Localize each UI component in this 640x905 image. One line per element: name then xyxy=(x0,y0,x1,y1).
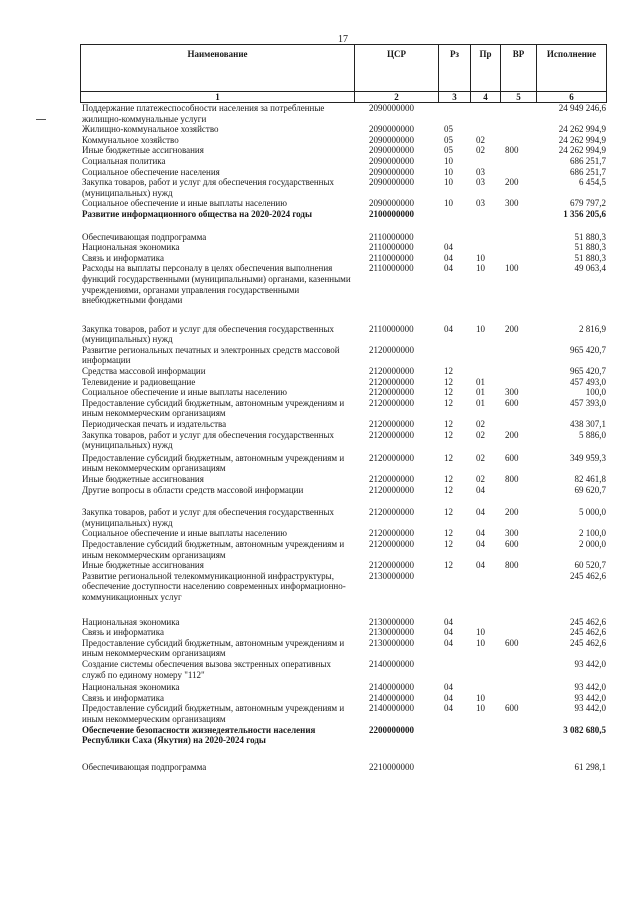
row-name: Обеспечивающая подпрограмма xyxy=(82,761,207,772)
row-rz: 04 xyxy=(444,703,453,714)
row-rz: 04 xyxy=(444,627,453,638)
row-vr: 600 xyxy=(505,637,519,648)
row-csr: 2120000000 xyxy=(369,419,414,430)
table-row xyxy=(0,539,640,560)
row-csr: 2090000000 xyxy=(369,103,414,113)
row-amount: 51 880,3 xyxy=(574,242,606,253)
row-amount: 2 816,9 xyxy=(579,323,606,334)
table-body xyxy=(0,103,640,772)
table-row xyxy=(0,703,640,724)
numbering-cell: 1 xyxy=(81,92,355,103)
row-amount: 51 880,3 xyxy=(574,252,606,263)
row-amount: 93 442,0 xyxy=(574,692,606,703)
row-rz: 10 xyxy=(444,177,453,188)
row-amount: 93 442,0 xyxy=(574,703,606,714)
row-pr: 02 xyxy=(476,429,485,440)
row-csr: 2090000000 xyxy=(369,134,414,145)
row-amount: 93 442,0 xyxy=(574,682,606,693)
table-row xyxy=(0,263,640,305)
row-amount: 60 520,7 xyxy=(574,560,606,571)
row-amount: 679 797,2 xyxy=(570,198,606,209)
row-name: Предоставление субсидий бюджетным, автономным учреждениям и иным некоммерческим организациям xyxy=(82,703,345,724)
table-row xyxy=(0,474,640,485)
row-pr: 10 xyxy=(476,692,485,703)
row-csr: 2110000000 xyxy=(369,252,414,263)
row-pr: 04 xyxy=(476,528,485,539)
table-row xyxy=(0,507,640,528)
row-csr: 2130000000 xyxy=(369,637,414,648)
table-row xyxy=(0,430,640,451)
row-pr: 01 xyxy=(476,376,485,387)
row-vr: 600 xyxy=(505,452,519,463)
row-amount: 6 454,5 xyxy=(579,177,606,188)
row-rz: 04 xyxy=(444,263,453,274)
row-csr: 2130000000 xyxy=(369,616,414,627)
row-name: Социальное обеспечение и иные выплаты населению xyxy=(82,198,287,209)
numbering-row xyxy=(81,92,607,103)
row-rz: 12 xyxy=(444,474,453,485)
row-rz: 05 xyxy=(444,134,453,145)
row-name: Предоставление субсидий бюджетным, автономным учреждениям и иным некоммерческим организациям xyxy=(82,538,345,560)
row-vr: 600 xyxy=(505,397,519,408)
row-name: Развитие региональной телекоммуникационной инфраструктуры, обеспечение доступности населению современных информационно-коммуникационных услуг xyxy=(82,570,346,602)
row-csr: 2140000000 xyxy=(369,658,414,669)
table-row xyxy=(0,232,640,243)
row-vr: 800 xyxy=(505,145,519,156)
row-name: Социальное обеспечение и иные выплаты населению xyxy=(82,387,287,398)
row-amount: 24 262 994,9 xyxy=(558,145,606,156)
row-rz: 04 xyxy=(444,252,453,263)
row-rz: 10 xyxy=(444,166,453,177)
table-row xyxy=(0,387,640,398)
row-name: Социальное обеспечение населения xyxy=(82,166,220,177)
table-row xyxy=(0,324,640,345)
row-pr: 10 xyxy=(476,627,485,638)
numbering-cell: 6 xyxy=(537,92,607,103)
row-name: Национальная экономика xyxy=(82,616,180,627)
row-name: Обеспечивающая подпрограмма xyxy=(82,231,207,242)
row-csr: 2200000000 xyxy=(369,724,414,735)
row-rz: 12 xyxy=(444,376,453,387)
row-name: Жилищно-коммунальное хозяйство xyxy=(82,124,219,135)
header-cell: Пр xyxy=(471,45,501,92)
row-amount: 69 620,7 xyxy=(574,484,606,495)
row-csr: 2130000000 xyxy=(369,570,414,581)
row-rz: 12 xyxy=(444,528,453,539)
row-csr: 2090000000 xyxy=(369,177,414,188)
row-name: Расходы на выплаты персоналу в целях обеспечения выполнения функций государственными (муниципальными) органами, казенными учреждениями, органами управления государственными внебюджетными фондами xyxy=(82,263,351,306)
row-vr: 200 xyxy=(505,177,519,188)
table-row xyxy=(0,617,640,628)
row-amount: 3 082 680,5 xyxy=(563,724,606,735)
row-vr: 200 xyxy=(505,429,519,440)
row-vr: 300 xyxy=(505,387,519,398)
table-row xyxy=(0,693,640,704)
row-name: Другие вопросы в области средств массовой информации xyxy=(82,484,304,495)
row-vr: 200 xyxy=(505,323,519,334)
table-row xyxy=(0,377,640,388)
row-pr: 10 xyxy=(476,252,485,263)
row-amount: 5 000,0 xyxy=(579,507,606,518)
row-vr: 800 xyxy=(505,560,519,571)
row-csr: 2120000000 xyxy=(369,484,414,495)
row-rz: 12 xyxy=(444,538,453,549)
table-row xyxy=(0,571,640,603)
row-pr: 04 xyxy=(476,560,485,571)
table-header xyxy=(80,44,607,103)
row-pr: 10 xyxy=(476,703,485,714)
header-cell: ВР xyxy=(501,45,537,92)
row-csr: 2120000000 xyxy=(369,344,414,355)
row-amount: 686 251,7 xyxy=(570,166,606,177)
row-amount: 100,0 xyxy=(585,387,606,398)
row-csr: 2140000000 xyxy=(369,682,414,693)
row-pr: 04 xyxy=(476,484,485,495)
table-row xyxy=(0,762,640,773)
numbering-cell: 5 xyxy=(501,92,537,103)
row-name: Иные бюджетные ассигнования xyxy=(82,145,204,156)
row-name: Связь и информатика xyxy=(82,692,164,703)
row-amount: 61 298,1 xyxy=(574,761,606,772)
row-amount: 2 000,0 xyxy=(579,538,606,549)
row-csr: 2120000000 xyxy=(369,376,414,387)
row-amount: 49 063,4 xyxy=(574,263,606,274)
row-rz: 12 xyxy=(444,452,453,463)
table-row xyxy=(0,145,640,156)
page-number: 17 xyxy=(338,34,348,45)
table-row xyxy=(0,627,640,638)
row-pr: 02 xyxy=(476,134,485,145)
table-row xyxy=(0,419,640,430)
table-row xyxy=(0,485,640,496)
numbering-cell: 4 xyxy=(471,92,501,103)
row-amount: 349 959,3 xyxy=(570,452,606,463)
row-vr: 300 xyxy=(505,198,519,209)
row-amount: 24 262 994,9 xyxy=(558,134,606,145)
row-name: Связь и информатика xyxy=(82,627,164,638)
row-csr: 2140000000 xyxy=(369,692,414,703)
row-name: Социальное обеспечение и иные выплаты населению xyxy=(82,528,287,539)
table-row xyxy=(0,124,640,135)
row-rz: 12 xyxy=(444,419,453,430)
row-pr: 02 xyxy=(476,452,485,463)
row-amount: 686 251,7 xyxy=(570,155,606,166)
row-csr: 2140000000 xyxy=(369,703,414,714)
table-row xyxy=(0,253,640,264)
row-name: Предоставление субсидий бюджетным, автономным учреждениям и иным некоммерческим организациям xyxy=(82,397,345,419)
table-row xyxy=(0,103,640,124)
row-rz: 04 xyxy=(444,242,453,253)
row-name: Закупка товаров, работ и услуг для обеспечения государственных (муниципальных) нужд xyxy=(82,177,335,198)
row-csr: 2120000000 xyxy=(369,429,414,440)
row-vr: 200 xyxy=(505,507,519,518)
row-amount: 2 100,0 xyxy=(579,528,606,539)
row-amount: 438 307,1 xyxy=(570,419,606,430)
table-row xyxy=(0,198,640,209)
row-name: Поддержание платежеспособности населения за потребленные жилищно-коммунальные услуги xyxy=(82,103,325,124)
row-rz: 04 xyxy=(444,323,453,334)
table-row xyxy=(0,725,640,746)
table-row xyxy=(0,209,640,220)
header-cell: Исполнение xyxy=(537,45,607,92)
row-csr: 2120000000 xyxy=(369,452,414,463)
row-csr: 2120000000 xyxy=(369,397,414,408)
row-amount: 457 493,0 xyxy=(570,376,606,387)
table-row xyxy=(0,135,640,146)
table-row xyxy=(0,345,640,366)
row-csr: 2110000000 xyxy=(369,323,414,334)
row-pr: 04 xyxy=(476,538,485,549)
row-rz: 04 xyxy=(444,616,453,627)
row-csr: 2110000000 xyxy=(369,231,414,242)
row-amount: 965 420,7 xyxy=(570,344,606,355)
table-row xyxy=(0,242,640,253)
row-name: Предоставление субсидий бюджетным, автономным учреждениям и иным некоммерческим организациям xyxy=(82,452,345,474)
row-name: Периодическая печать и издательства xyxy=(82,419,227,430)
row-csr: 2090000000 xyxy=(369,166,414,177)
row-csr: 2090000000 xyxy=(369,198,414,209)
row-pr: 02 xyxy=(476,145,485,156)
table-row xyxy=(0,659,640,680)
row-amount: 457 393,0 xyxy=(570,397,606,408)
row-vr: 100 xyxy=(505,263,519,274)
row-pr: 03 xyxy=(476,177,485,188)
row-csr: 2120000000 xyxy=(369,538,414,549)
row-pr: 10 xyxy=(476,637,485,648)
row-csr: 2090000000 xyxy=(369,145,414,156)
row-csr: 2100000000 xyxy=(369,208,414,219)
row-name: Национальная экономика xyxy=(82,242,180,253)
row-amount: 245 462,6 xyxy=(570,616,606,627)
row-amount: 245 462,6 xyxy=(570,637,606,648)
row-vr: 300 xyxy=(505,528,519,539)
row-rz: 12 xyxy=(444,484,453,495)
row-csr: 2110000000 xyxy=(369,263,414,274)
row-vr: 600 xyxy=(505,538,519,549)
header-cell: ЦСР xyxy=(355,45,439,92)
table-row xyxy=(0,560,640,571)
row-amount: 93 442,0 xyxy=(574,658,606,669)
row-rz: 12 xyxy=(444,366,453,377)
row-csr: 2120000000 xyxy=(369,366,414,377)
row-name: Закупка товаров, работ и услуг для обеспечения государственных (муниципальных) нужд xyxy=(82,323,335,345)
table-row xyxy=(0,453,640,474)
table-row xyxy=(0,398,640,419)
row-rz: 12 xyxy=(444,387,453,398)
row-vr: 800 xyxy=(505,474,519,485)
row-amount: 1 356 205,6 xyxy=(563,208,606,219)
row-amount: 965 420,7 xyxy=(570,366,606,377)
row-csr: 2130000000 xyxy=(369,627,414,638)
table-row xyxy=(0,177,640,198)
row-pr: 01 xyxy=(476,387,485,398)
row-name: Развитие региональных печатных и электронных средств массовой информации xyxy=(82,344,340,366)
row-name: Национальная экономика xyxy=(82,682,180,693)
table-row xyxy=(0,638,640,659)
row-name: Связь и информатика xyxy=(82,252,164,263)
row-name: Социальная политика xyxy=(82,155,166,166)
row-name: Закупка товаров, работ и услуг для обеспечения государственных (муниципальных) нужд xyxy=(82,429,335,451)
row-csr: 2120000000 xyxy=(369,560,414,571)
table-row xyxy=(0,167,640,178)
row-name: Предоставление субсидий бюджетным, автономным учреждениям и иным некоммерческим организациям xyxy=(82,637,345,659)
row-name: Телевидение и радиовещание xyxy=(82,376,196,387)
table-row xyxy=(0,528,640,539)
header-row xyxy=(81,45,607,92)
row-rz: 12 xyxy=(444,397,453,408)
header-cell: Рз xyxy=(439,45,471,92)
row-name: Обеспечение безопасности жизнедеятельности населения Республики Саха (Якутия) на 2020-2024 годы xyxy=(82,724,316,746)
row-csr: 2090000000 xyxy=(369,124,414,135)
row-rz: 04 xyxy=(444,637,453,648)
row-amount: 51 880,3 xyxy=(574,231,606,242)
row-rz: 10 xyxy=(444,155,453,166)
row-rz: 05 xyxy=(444,145,453,156)
row-amount: 24 949 246,6 xyxy=(558,103,606,113)
row-csr: 2120000000 xyxy=(369,387,414,398)
row-pr: 03 xyxy=(476,198,485,209)
row-rz: 05 xyxy=(444,124,453,135)
row-csr: 2090000000 xyxy=(369,155,414,166)
row-name: Развитие информационного общества на 2020-2024 годы xyxy=(82,208,312,219)
row-amount: 5 886,0 xyxy=(579,429,606,440)
row-csr: 2120000000 xyxy=(369,474,414,485)
row-pr: 02 xyxy=(476,419,485,430)
row-rz: 12 xyxy=(444,507,453,518)
header-cell: Наименование xyxy=(81,45,355,92)
row-rz: 12 xyxy=(444,560,453,571)
row-amount: 24 262 994,9 xyxy=(558,124,606,135)
row-amount: 245 462,6 xyxy=(570,627,606,638)
row-rz: 04 xyxy=(444,692,453,703)
row-name: Коммунальное хозяйство xyxy=(82,134,179,145)
row-name: Иные бюджетные ассигнования xyxy=(82,560,204,571)
row-pr: 03 xyxy=(476,166,485,177)
row-amount: 82 461,8 xyxy=(574,474,606,485)
row-pr: 04 xyxy=(476,507,485,518)
row-csr: 2120000000 xyxy=(369,507,414,518)
row-name: Закупка товаров, работ и услуг для обеспечения государственных (муниципальных) нужд xyxy=(82,507,335,528)
row-csr: 2210000000 xyxy=(369,761,414,772)
row-pr: 10 xyxy=(476,323,485,334)
row-name: Создание системы обеспечения вызова экстренных оперативных служб по единому номеру "112" xyxy=(82,658,331,680)
row-vr: 600 xyxy=(505,703,519,714)
row-pr: 01 xyxy=(476,397,485,408)
row-csr: 2110000000 xyxy=(369,242,414,253)
row-amount: 245 462,6 xyxy=(570,570,606,581)
row-rz: 10 xyxy=(444,198,453,209)
table-row xyxy=(0,366,640,377)
table-row xyxy=(0,682,640,693)
row-name: Средства массовой информации xyxy=(82,366,206,377)
row-csr: 2120000000 xyxy=(369,528,414,539)
row-pr: 10 xyxy=(476,263,485,274)
row-rz: 04 xyxy=(444,682,453,693)
table-row xyxy=(0,156,640,167)
row-name: Иные бюджетные ассигнования xyxy=(82,474,204,485)
numbering-cell: 2 xyxy=(355,92,439,103)
row-pr: 02 xyxy=(476,474,485,485)
row-rz: 12 xyxy=(444,429,453,440)
numbering-cell: 3 xyxy=(439,92,471,103)
